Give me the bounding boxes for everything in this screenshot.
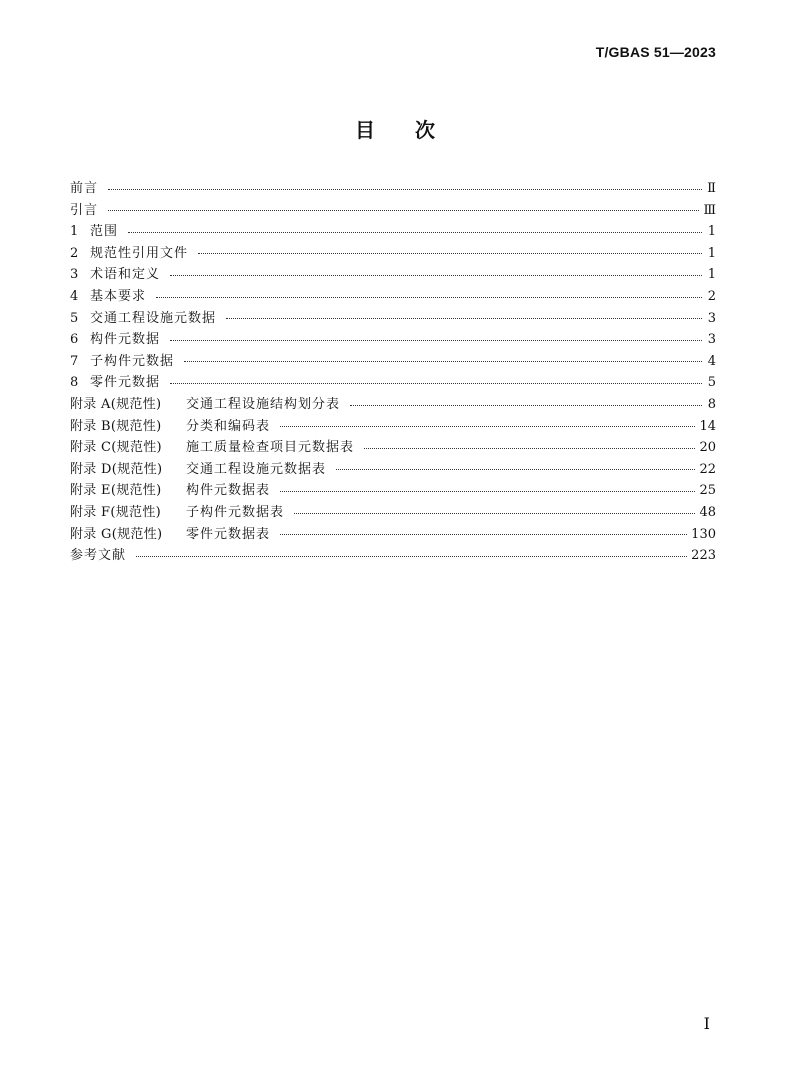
toc-entry-title: 施工质量检查项目元数据表 xyxy=(186,440,355,456)
toc-dot-leader xyxy=(184,360,702,362)
toc-entry-title: 子构件元数据表 xyxy=(186,504,285,520)
toc-dot-leader xyxy=(108,209,699,211)
toc-entry-title: 基本要求 xyxy=(90,288,147,304)
toc-entry-page: 2 xyxy=(707,288,716,304)
toc-entry-appendix-label: 附录 D(规范性) xyxy=(70,461,163,477)
toc-dot-leader xyxy=(280,490,695,492)
toc-entry-page: 14 xyxy=(699,418,716,434)
toc-entry-title: 引言 xyxy=(70,202,99,218)
toc-entry[interactable] xyxy=(70,524,716,546)
toc-entry-page: 8 xyxy=(707,396,716,412)
toc-entry[interactable] xyxy=(70,243,716,265)
toc-entry-page: 48 xyxy=(699,504,716,520)
toc-entry-page: 1 xyxy=(707,224,716,240)
toc-entry[interactable] xyxy=(70,416,716,438)
toc-entry-page: 130 xyxy=(691,526,716,542)
toc-entry-appendix-label: 附录 F(规范性) xyxy=(70,504,161,520)
toc-entry[interactable] xyxy=(70,221,716,243)
toc-dot-leader xyxy=(136,555,687,557)
page-title xyxy=(0,114,790,143)
toc-entry-page: 223 xyxy=(691,548,716,564)
toc-dot-leader xyxy=(198,252,702,254)
toc-entry-title: 零件元数据表 xyxy=(186,526,271,542)
toc-entry-page: 3 xyxy=(707,332,716,348)
toc-dot-leader xyxy=(108,188,702,190)
toc-entry-number: 5 xyxy=(70,310,79,326)
toc-entry-appendix-label: 附录 C(规范性) xyxy=(70,440,162,456)
toc-entry-title: 子构件元数据 xyxy=(90,353,175,369)
toc-entry-number: 6 xyxy=(70,332,79,348)
toc-entry[interactable] xyxy=(70,264,716,286)
toc-entry-appendix-label: 附录 G(规范性) xyxy=(70,526,163,542)
toc-entry-title: 交通工程设施元数据 xyxy=(90,310,217,326)
toc-entry[interactable] xyxy=(70,459,716,481)
toc-entry-appendix-label: 附录 A(规范性) xyxy=(70,396,162,412)
toc-entry-number: 8 xyxy=(70,375,79,391)
toc-entry[interactable] xyxy=(70,200,716,222)
toc-entry[interactable] xyxy=(70,286,716,308)
toc-entry-number: 4 xyxy=(70,288,79,304)
toc-entry[interactable] xyxy=(70,502,716,524)
toc-entry[interactable] xyxy=(70,178,716,200)
toc-dot-leader xyxy=(280,425,695,427)
toc-entry-page: 3 xyxy=(707,310,716,326)
toc-dot-leader xyxy=(170,339,702,341)
toc-entry-page: 22 xyxy=(699,461,716,477)
toc-entry[interactable] xyxy=(70,308,716,330)
toc-entry-page: 1 xyxy=(707,267,716,283)
toc-entry-appendix-label: 附录 B(规范性) xyxy=(70,418,162,434)
toc-dot-leader xyxy=(170,382,702,384)
toc-dot-leader xyxy=(226,317,702,319)
toc-entry[interactable] xyxy=(70,329,716,351)
toc-entry[interactable] xyxy=(70,394,716,416)
toc-dot-leader xyxy=(128,231,702,233)
toc-entry[interactable] xyxy=(70,437,716,459)
toc-entry-title: 分类和编码表 xyxy=(186,418,271,434)
toc-entry[interactable] xyxy=(70,372,716,394)
toc-entry-number: 7 xyxy=(70,353,79,369)
toc-entry-appendix-label: 附录 E(规范性) xyxy=(70,483,162,499)
toc-entry-title: 交通工程设施元数据表 xyxy=(186,461,327,477)
toc-dot-leader xyxy=(294,512,695,514)
toc-dot-leader xyxy=(280,533,687,535)
toc-entry-page: 25 xyxy=(699,483,716,499)
toc-dot-leader xyxy=(170,274,702,276)
toc-entry-title: 前言 xyxy=(70,181,99,196)
toc-entry-page: 20 xyxy=(699,440,716,456)
toc-entry-number: 3 xyxy=(70,267,79,283)
page-title-char-1: 目 xyxy=(355,118,375,142)
toc-entry-title: 构件元数据 xyxy=(90,332,161,348)
toc-entry-title: 规范性引用文件 xyxy=(90,245,189,261)
toc-entry-title: 范围 xyxy=(90,224,119,240)
toc-entry-title: 构件元数据表 xyxy=(186,483,271,499)
toc-entry-page: 5 xyxy=(707,375,716,391)
page-title-char-2: 次 xyxy=(415,118,435,142)
toc-entry-page: 1 xyxy=(707,245,716,261)
toc-entry[interactable] xyxy=(70,351,716,373)
toc-entry-page: Ⅱ xyxy=(707,181,716,196)
toc-dot-leader xyxy=(364,447,695,449)
toc-entry-title: 参考文献 xyxy=(70,548,127,564)
toc-entry[interactable] xyxy=(70,480,716,502)
toc-entry-title: 交通工程设施结构划分表 xyxy=(186,396,341,412)
page-number: I xyxy=(703,1014,710,1033)
toc-dot-leader xyxy=(156,296,702,298)
toc-dot-leader xyxy=(350,404,702,406)
toc-entry-page: Ⅲ xyxy=(703,202,716,218)
table-of-contents xyxy=(70,178,716,567)
toc-entry-title: 术语和定义 xyxy=(90,267,161,283)
toc-entry-number: 1 xyxy=(70,224,79,240)
toc-entry-page: 4 xyxy=(707,353,716,369)
toc-entry-title: 零件元数据 xyxy=(90,375,161,391)
document-code: T/GBAS 51—2023 xyxy=(595,44,716,60)
toc-entry-number: 2 xyxy=(70,245,79,261)
toc-entry[interactable] xyxy=(70,545,716,567)
toc-dot-leader xyxy=(336,468,695,470)
